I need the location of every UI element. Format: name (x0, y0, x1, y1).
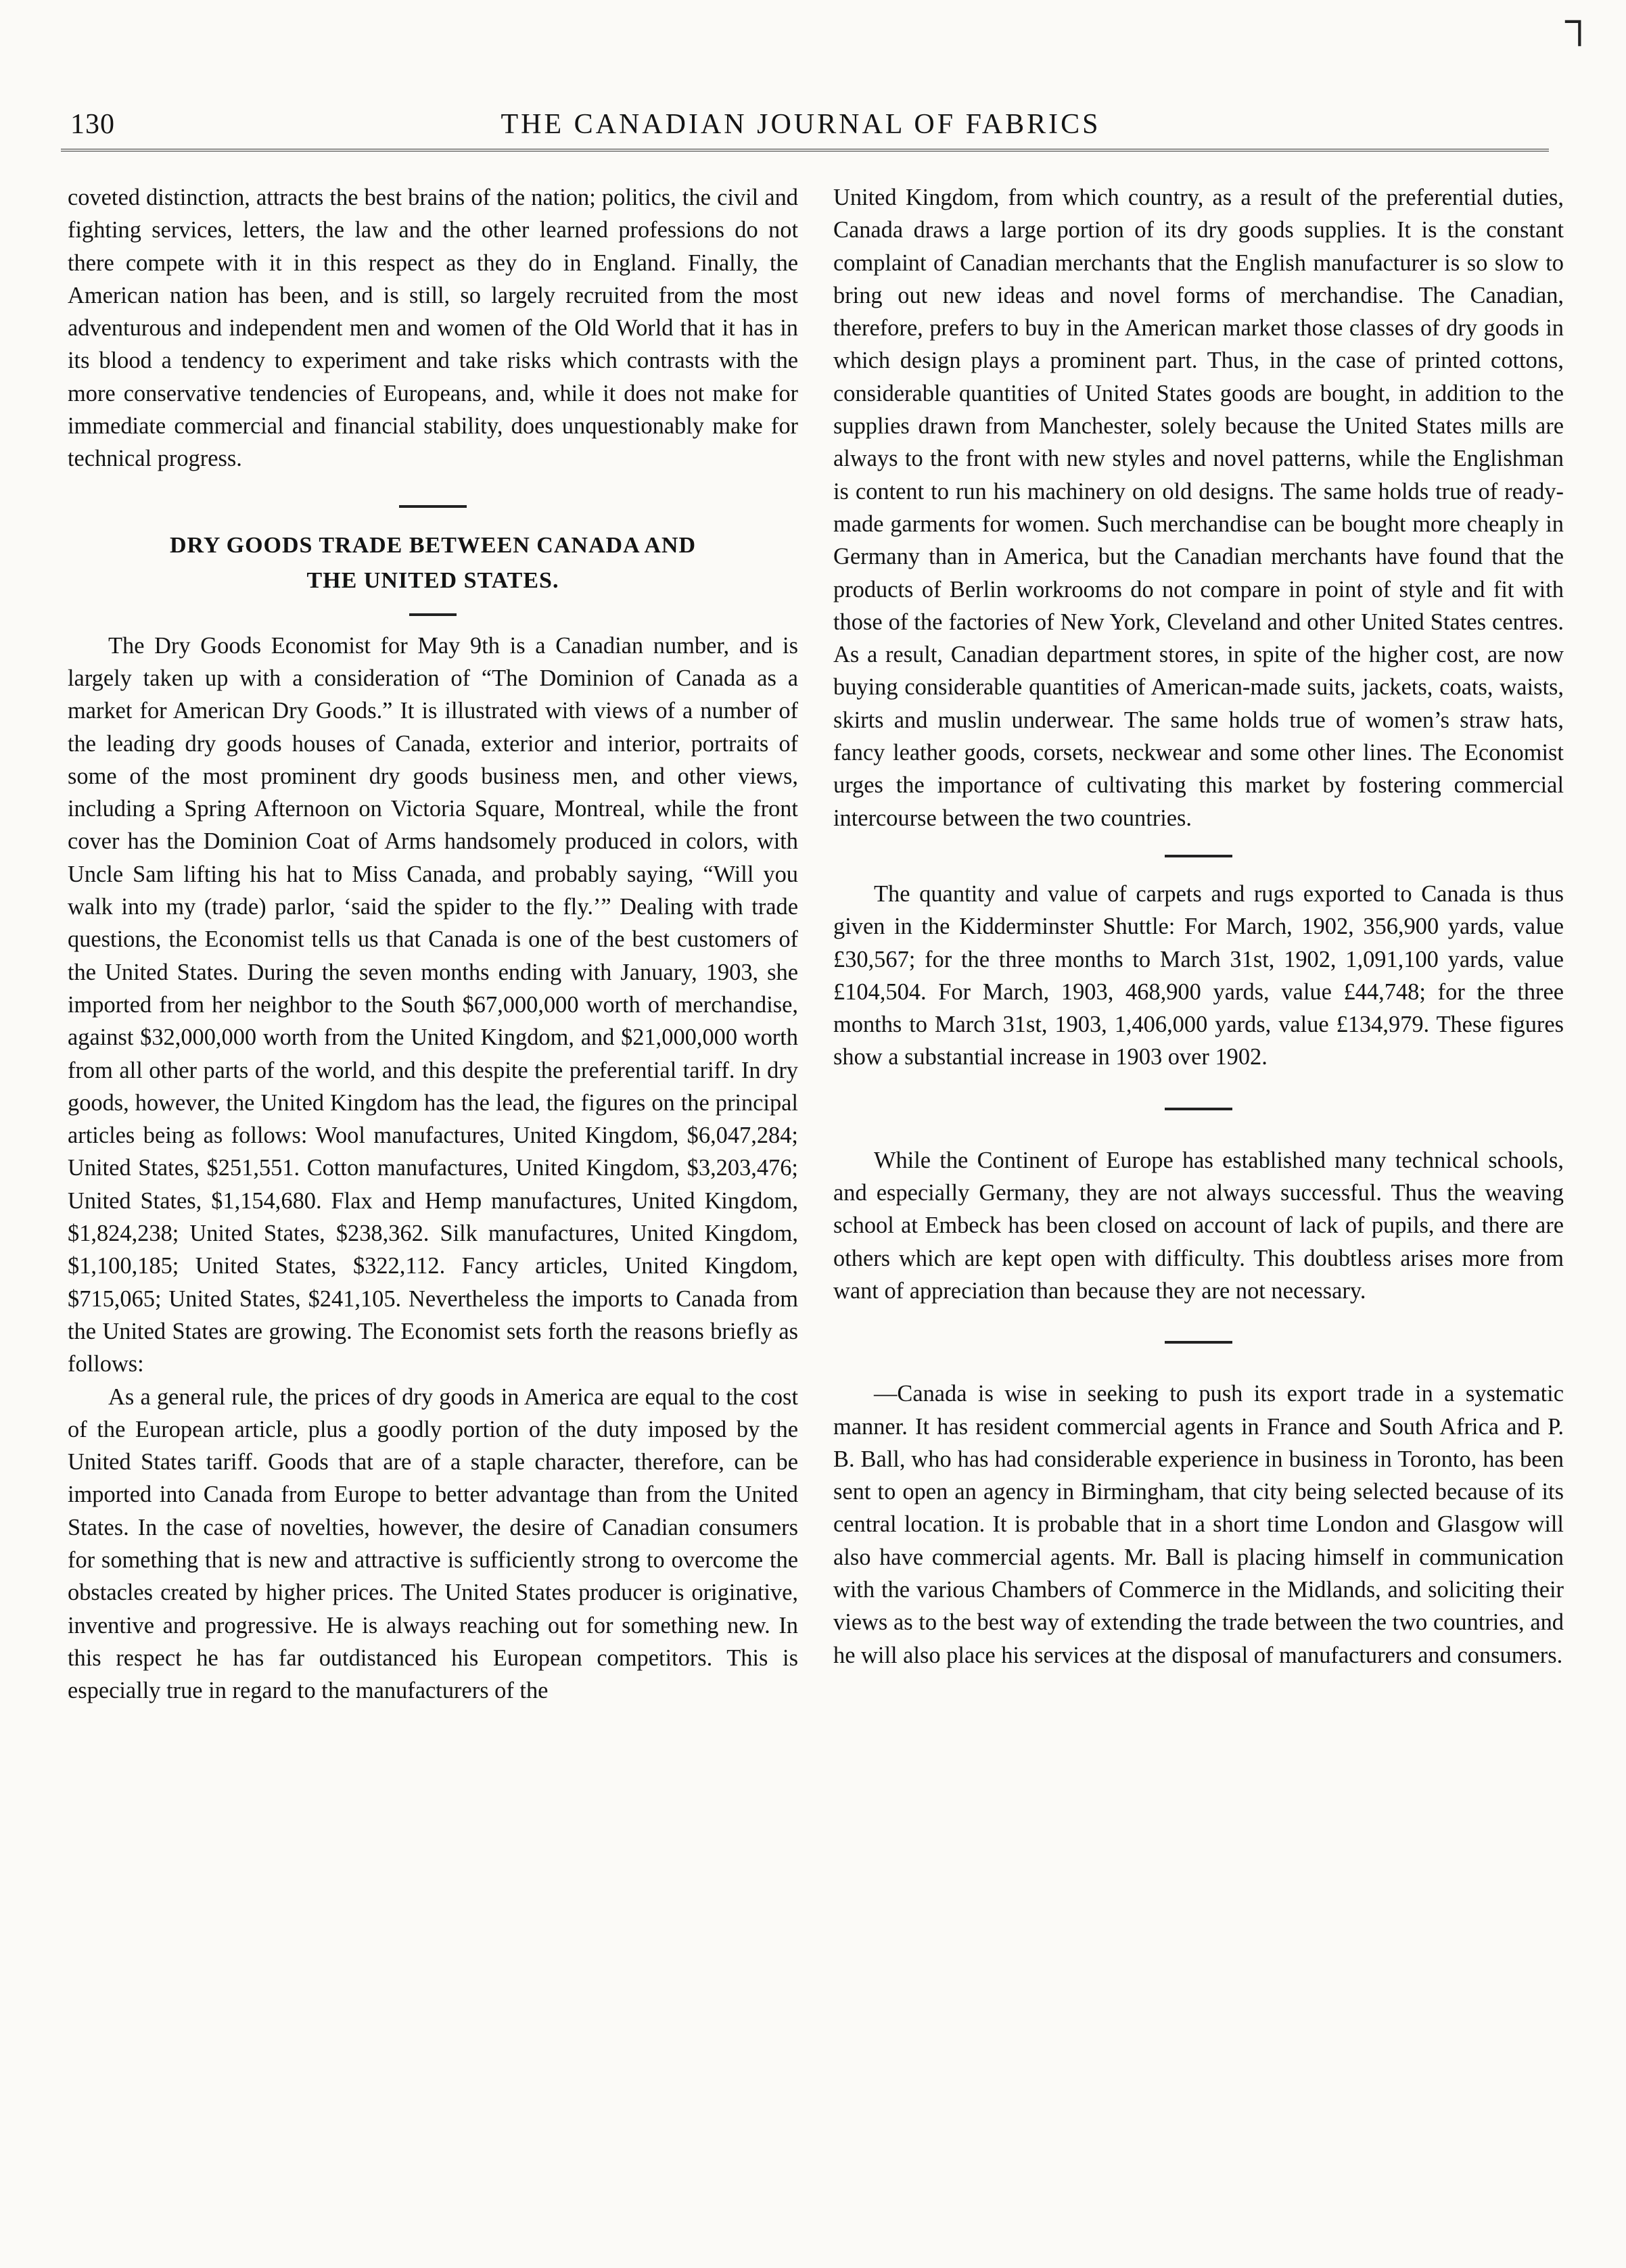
section-divider (1165, 1108, 1232, 1110)
article-heading-line-1: DRY GOODS TRADE BETWEEN CANADA AND (169, 532, 697, 558)
header-rule (61, 149, 1549, 151)
article-paragraph: The Dry Goods Economist for May 9th is a Canadian number, and is largely taken up with a consideration of “The Dominion of Canada as a market for American Dry Goods.” It is illustrated with views of a number of the leading dry goods houses of Canada, exterior and interior, portraits of some of the most prominent dry goods business men, and other views, including a Spring Afternoon on Victoria Square, Montreal, while the front cover has the Dominion Coat of Arms handsomely produced in colors, with Uncle Sam lifting his hat to Miss Canada, and probably saying, “Will you walk into my (trade) parlor, ‘said the spider to the fly.’” Dealing with trade questions, the Economist tells us that Canada is one of the best customers of the United States. During the seven months ending with January, 1903, she imported from her neighbor to the South $67,000,000 worth of merchandise, against $32,000,000 worth from the United Kingdom, and $21,000,000 worth from all other parts of the world, and this despite the preferential tariff. In dry goods, however, the United Kingdom has the lead, the figures on the principal articles being as follows: Wool manufactures, United Kingdom, $6,047,284; United States, $251,551. Cotton manufactures, United Kingdom, $3,203,476; United States, $1,154,680. Flax and Hemp manufactures, United Kingdom, $1,824,238; United States, $238,362. Silk manufactures, United Kingdom, $1,100,185; United States, $322,112. Fancy articles, United Kingdom, $715,065; United States, $241,105. Nevertheless the imports to Canada from the United States are growing. The Economist sets forth the reasons briefly as follows: (68, 632, 798, 1377)
page-number: 130 (70, 109, 115, 140)
section-divider (1165, 1341, 1232, 1344)
left-column (68, 181, 798, 1707)
continued-paragraph: coveted distinction, attracts the best brains of the nation; politics, the civil and fighting services, letters, the law and the other learned professions do not there compete with it in this respect as they do in England. Finally, the American nation has been, and is still, so largely recruited from the most adventurous and independent men and women of the Old World that it has in its blood a tendency to experiment and take risks which contrasts with the more conservative tendencies of Europeans, and, while it does not make for immediate commercial and financial stability, does unquestionably make for technical progress. (68, 185, 798, 472)
continued-paragraph: United Kingdom, from which country, as a result of the preferential duties, Canada draws a large portion of its dry goods supplies. It is the constant complaint of Canadian merchants that the English manufacturer is so slow to bring out new ideas and novel forms of merchandise. The Canadian, therefore, prefers to buy in the American market those classes of dry goods in which design plays a prominent part. Thus, in the case of printed cottons, considerable quantities of United States goods are bought, in addition to the supplies drawn from Manchester, solely because the United States mills are always to the front with new styles and novel patterns, while the Englishman is content to run his machinery on old designs. The same holds true of ready-made garments for women. Such merchandise can be bought more cheaply in Germany than in America, but the Canadian merchants have found that the products of Berlin workrooms do not compare in point of style and fit with those of the factories of New York, Cleveland and other United States centres. As a result, Canadian department stores, in spite of the higher cost, are now buying considerable quantities of American-made suits, jackets, coats, waists, skirts and muslin underwear. The same holds true of women’s straw hats, fancy leather goods, corsets, neckwear and some other lines. The Economist urges the importance of cultivating this market by fostering commercial intercourse between the two countries. (833, 185, 1564, 831)
schools-paragraph: While the Continent of Europe has established many technical schools, and especially Germany, they are not always successful. Thus the weaving school at Embeck has been closed on account of lack of pupils, and there are others which are kept open with difficulty. This doubtless arises more from want of appreciation than because they are not necessary. (833, 1147, 1564, 1304)
export-paragraph: —Canada is wise in seeking to push its export trade in a systematic manner. It has resident commercial agents in France and South Africa and P. B. Ball, who has had considerable experience in business in Toronto, has been sent to open an agency in Birmingham, that city being selected because of its central location. It is probable that in a short time London and Glasgow will also have commercial agents. Mr. Ball is placing himself in communication with the various Chambers of Commerce in the Midlands, and soliciting their views as to the best way of extending the trade between the two countries, and he will also place his services at the disposal of manufacturers and consumers. (833, 1381, 1564, 1668)
section-divider (1165, 855, 1232, 857)
article-paragraph: As a general rule, the prices of dry goods in America are equal to the cost of the European article, plus a goodly portion of the duty imposed by the United States tariff. Goods that are of a staple character, therefore, can be imported into Canada from Europe to better advantage than from the United States. In the case of novelties, however, the desire of Canadian consumers for something that is new and attractive is sufficiently strong to overcome the obstacles created by higher prices. The United States producer is originative, inventive and progressive. He is always reaching out for something new. In this respect he has far outdistanced his European competitors. This is especially true in regard to the manufacturers of the (68, 1384, 798, 1704)
right-column (833, 181, 1564, 1672)
section-divider (399, 505, 467, 508)
heading-divider (409, 613, 457, 616)
journal-title: THE CANADIAN JOURNAL OF FABRICS (501, 109, 1101, 140)
article-heading-line-2: THE UNITED STATES. (306, 567, 559, 593)
carpets-paragraph: The quantity and value of carpets and rugs exported to Canada is thus given in the Kidderminster Shuttle: For March, 1902, 356,900 yards, value £30,567; for the three months to March 31st, 1902, 1,091,100 yards, value £104,504. For March, 1903, 468,900 yards, value £44,748; for the three months to March 31st, 1903, 1,406,000 yards, value £134,979. These figures show a substantial increase in 1903 over 1902. (833, 880, 1564, 1070)
corner-ink-mark: ┐ (1565, 0, 1594, 43)
